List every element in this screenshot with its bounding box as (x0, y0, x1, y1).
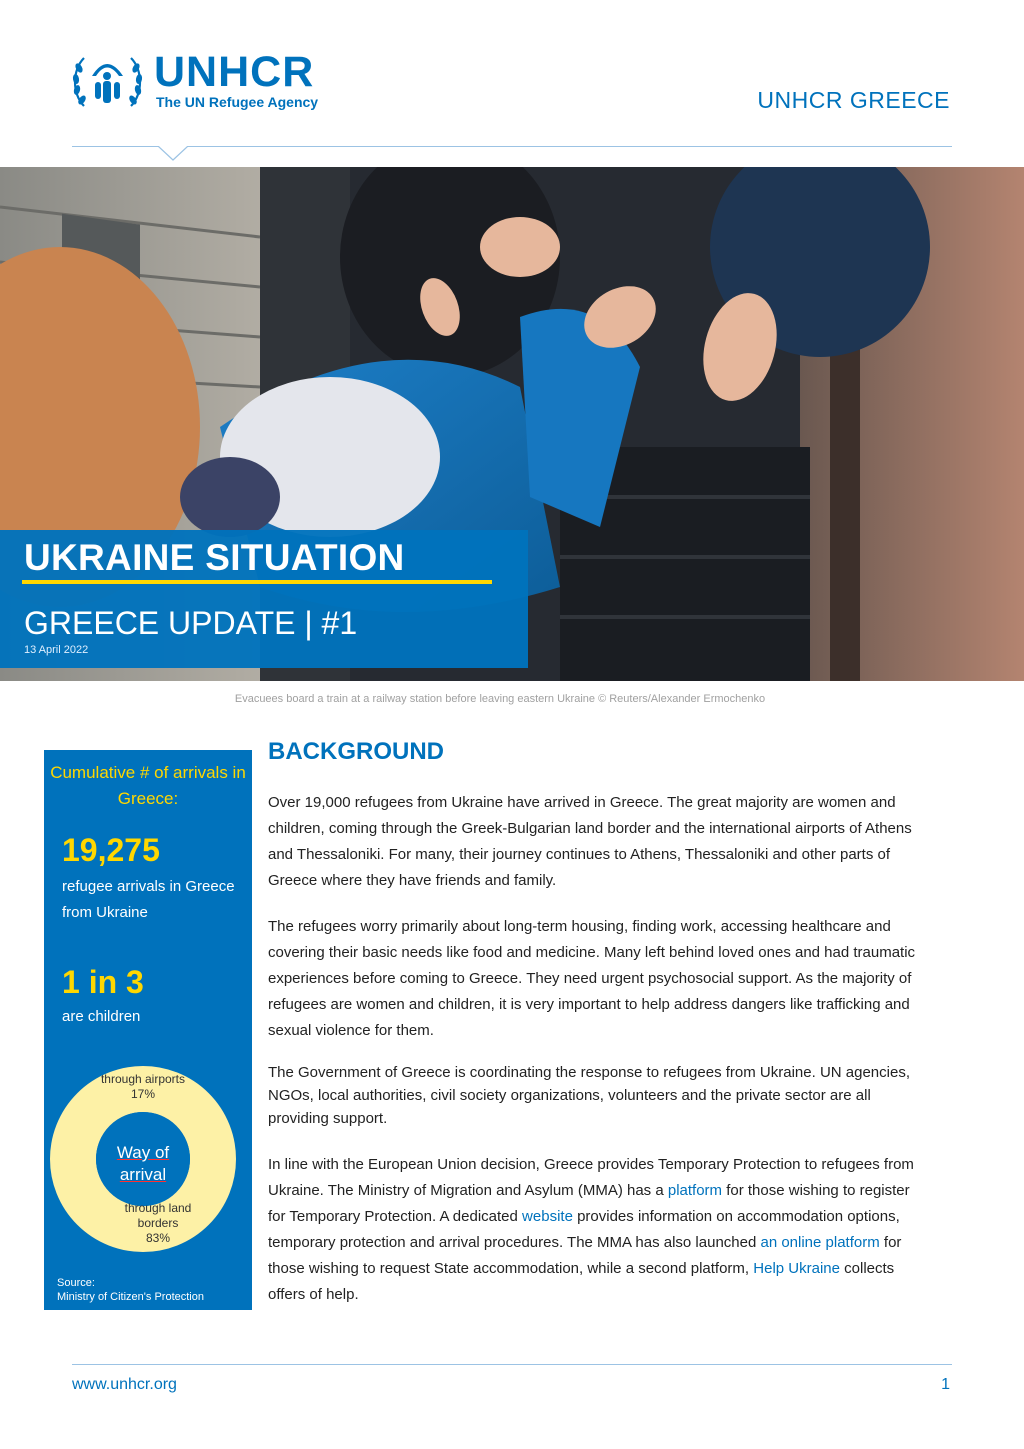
sidebar-heading: Cumulative # of arrivals in Greece: (50, 763, 246, 808)
logo-wordmark: UNHCR (154, 48, 315, 96)
paragraph-3: The Government of Greece is coordinating the response to refugees from Ukraine. UN agencies, NGOs, local authorities, civil society organizations, volunteers and the private sector are all providing support. (268, 1064, 910, 1127)
website-link[interactable]: website (522, 1208, 573, 1225)
paragraph-2: The refugees worry primarily about long-term housing, finding work, accessing healthcare and covering their basic needs like food and medicine. Many left behind loved ones and had traumatic experiences before coming to Greece. They need urgent psychosocial support. As the majority of refugees are women and children, it is very important to help address dangers like trafficking and sexual violence for them. (268, 918, 916, 1039)
arrivals-label: refugee arrivals in Greece from Ukraine (62, 878, 235, 921)
p4-text-b: for those wishing to register for Temporary Protection. A dedicated (268, 1182, 910, 1225)
paragraph-1: Over 19,000 refugees from Ukraine have arrived in Greece. The great majority are women and children, coming through the Greek-Bulgarian land border and the international airports of Athens and Thessaloniki. For many, their journey continues to Athens, Thessaloniki and other parts of Greece where they have friends and family. (268, 794, 912, 889)
donut-center-label (102, 1142, 184, 1186)
children-label: are children (62, 1008, 141, 1025)
header-divider (72, 146, 952, 147)
website-footer-link[interactable]: www.unhcr.org (72, 1376, 177, 1393)
unhcr-logo[interactable] (70, 46, 350, 116)
arrivals-count: 19,275 (62, 832, 160, 868)
unhcr-emblem-icon (70, 46, 145, 116)
chevron-down-icon (158, 146, 188, 164)
report-date: 13 April 2022 (24, 644, 89, 656)
p4-text-a: In line with the European Union decision, Greece provides Temporary Protection to refugees from Ukraine. The Ministry of Migration and Asylum (MMA) has a (268, 1156, 914, 1199)
airports-percent: 17% (130, 1087, 156, 1101)
paragraph-4 (268, 1152, 924, 1308)
source-label: Source: (57, 1277, 95, 1289)
title-underline (22, 580, 492, 584)
children-ratio: 1 in 3 (62, 964, 144, 1000)
help-ukraine-link[interactable]: Help Ukraine (753, 1260, 840, 1277)
report-title: UKRAINE SITUATION (24, 537, 405, 578)
source-value: Ministry of Citizen's Protection (57, 1291, 204, 1303)
p4-text-d: for those wishing to request State accommodation, while a second platform, (268, 1234, 902, 1277)
arrival-donut-chart (50, 1066, 236, 1252)
airports-label: through airports (100, 1072, 186, 1086)
logo-tagline: The UN Refugee Agency (156, 94, 319, 110)
country-office-label: UNHCR GREECE (757, 87, 950, 113)
section-heading: BACKGROUND (268, 738, 444, 765)
online-platform-link[interactable]: an online platform (760, 1234, 880, 1251)
p4-text-c: provides information on accommodation options, temporary protection and arrival procedures. The MMA has also launched (268, 1208, 900, 1251)
page-number: 1 (941, 1376, 950, 1393)
land-borders-label: through land borders (124, 1201, 192, 1230)
chart-source (57, 1276, 247, 1304)
report-subtitle: GREECE UPDATE | #1 (24, 605, 358, 641)
footer-divider (72, 1364, 952, 1365)
land-borders-segment-label (112, 1201, 204, 1246)
donut-center-text: Way of arrival (116, 1143, 170, 1184)
p4-text-e: collects offers of help. (268, 1260, 895, 1303)
platform-link[interactable]: platform (667, 1182, 723, 1199)
airports-segment-label (98, 1072, 188, 1102)
photo-caption: Evacuees board a train at a railway station before leaving eastern Ukraine © Reuters/Alexander Ermochenko (234, 693, 766, 705)
land-borders-percent: 83% (145, 1231, 171, 1245)
